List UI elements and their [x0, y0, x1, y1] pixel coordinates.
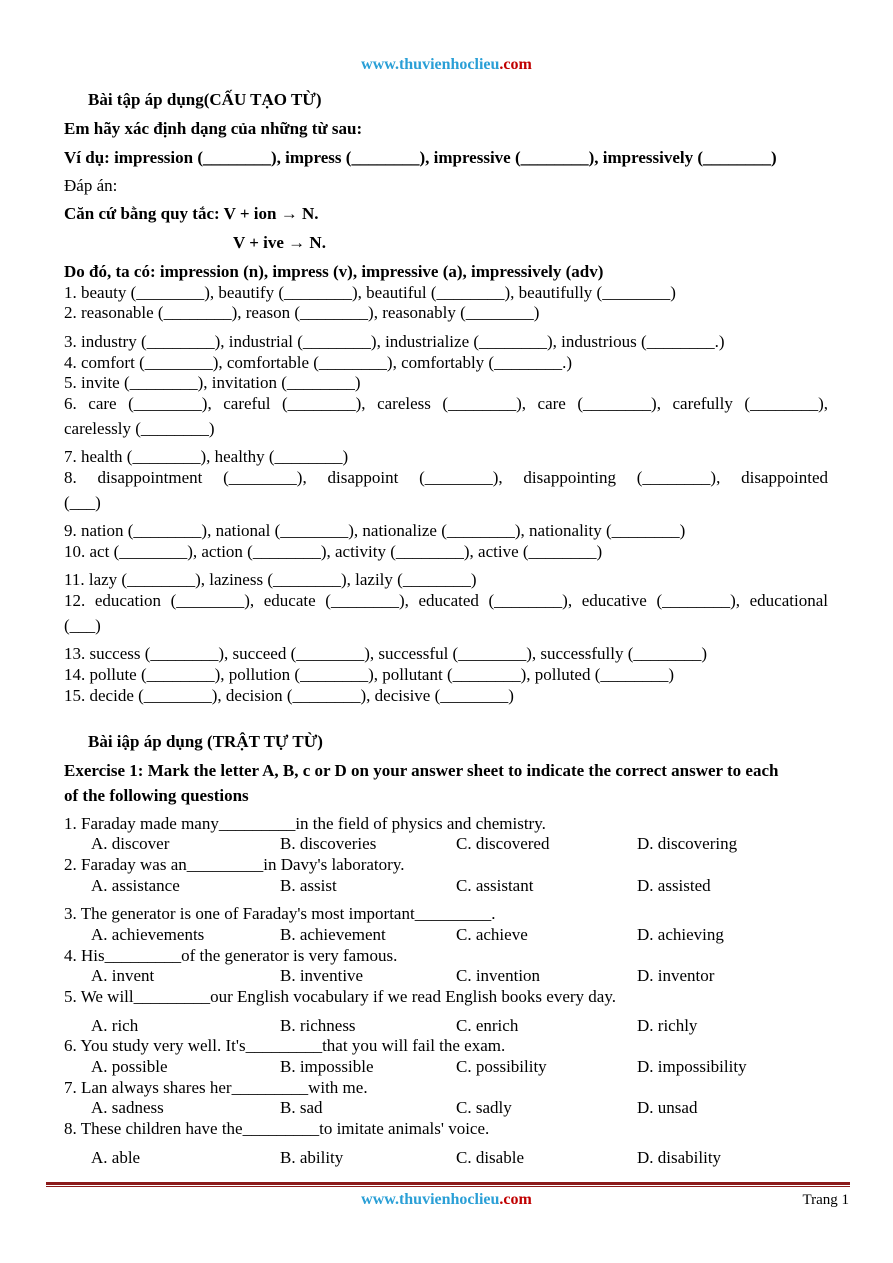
section1-conclusion: Do đó, ta có: impression (n), impress (v), impressive (a), impressively (adv): [64, 262, 604, 281]
answer-option-c[interactable]: C. achieve: [456, 925, 528, 944]
word-form-item: 8. disappointment (________), disappoint (________), disappointing (________), disappointed: [64, 468, 828, 487]
answer-option-b[interactable]: B. inventive: [280, 966, 364, 985]
page-number: Trang 1: [802, 1192, 849, 1208]
word-form-item: 3. industry (________), industrial (________), industrialize (________), industrious (________.): [64, 332, 725, 351]
question-text: 7. Lan always shares her_________with me.: [64, 1078, 368, 1097]
question-text: 6. You study very well. It's_________that you will fail the exam.: [64, 1036, 506, 1055]
question-text: 2. Faraday was an_________in Davy's laboratory.: [64, 855, 405, 874]
word-form-item: 15. decide (________), decision (________), decisive (________): [64, 686, 514, 705]
word-form-item: 13. success (________), succeed (________), successful (________), successfully (________): [64, 644, 708, 663]
word-form-item: 12. education (________), educate (________), educated (________), educative (________), educational: [64, 591, 828, 610]
question-text: 1. Faraday made many_________in the field of physics and chemistry.: [64, 814, 546, 833]
answer-option-c[interactable]: C. sadly: [456, 1098, 512, 1117]
section1-rule-2: V + ive → N.: [233, 233, 326, 252]
word-form-item: 5. invite (________), invitation (________): [64, 373, 361, 392]
word-form-item: 4. comfort (________), comfortable (________), comfortably (________.): [64, 353, 572, 372]
word-form-item: 2. reasonable (________), reason (________), reasonably (________): [64, 303, 540, 322]
footer-link-domain: www.thuvienhoclieu: [361, 1191, 500, 1208]
answer-option-a[interactable]: A. possible: [91, 1057, 168, 1076]
answer-option-c[interactable]: C. disable: [456, 1148, 524, 1167]
answer-option-a[interactable]: A. achievements: [91, 925, 205, 944]
question-text: 8. These children have the_________to imitate animals' voice.: [64, 1119, 490, 1138]
footer-divider: [46, 1182, 850, 1185]
answer-option-b[interactable]: B. impossible: [280, 1057, 374, 1076]
word-form-item: 10. act (________), action (________), activity (________), active (________): [64, 542, 603, 561]
answer-option-b[interactable]: B. ability: [280, 1148, 344, 1167]
answer-option-d[interactable]: D. discovering: [637, 834, 738, 853]
header-link-tld: .com: [499, 56, 532, 73]
answer-option-c[interactable]: C. assistant: [456, 876, 534, 895]
answer-option-a[interactable]: A. rich: [91, 1016, 139, 1035]
word-form-item: 14. pollute (________), pollution (________), pollutant (________), polluted (________): [64, 665, 675, 684]
answer-option-d[interactable]: D. assisted: [637, 876, 711, 895]
answer-option-b[interactable]: B. achievement: [280, 925, 386, 944]
section1-rule-1: Căn cứ bằng quy tắc: V + ion → N.: [64, 204, 319, 223]
word-form-item: 9. nation (________), national (________), nationalize (________), nationality (________): [64, 521, 686, 540]
section1-title: Bài tập áp dụng(CẤU TẠO TỪ): [88, 90, 322, 109]
footer-link-tld: .com: [499, 1191, 532, 1208]
answer-option-c[interactable]: C. enrich: [456, 1016, 519, 1035]
header-link-domain: www.thuvienhoclieu: [361, 56, 500, 73]
section2-title: Bài iập áp dụng (TRẬT TỰ TỪ): [88, 732, 323, 751]
word-form-item: 6. care (________), careful (________), careless (________), care (________), carefully (________),: [64, 394, 828, 413]
answer-option-c[interactable]: C. possibility: [456, 1057, 547, 1076]
answer-option-d[interactable]: D. inventor: [637, 966, 715, 985]
word-form-item: 11. lazy (________), laziness (________), lazily (________): [64, 570, 477, 589]
footer-divider-thin: [46, 1186, 850, 1187]
word-form-item: 7. health (________), healthy (________): [64, 447, 349, 466]
answer-option-a[interactable]: A. sadness: [91, 1098, 164, 1117]
section1-instruction: Em hãy xác định dạng của những từ sau:: [64, 119, 363, 138]
header-website-link[interactable]: [0, 56, 893, 74]
exercise-instruction-line-1: Exercise 1: Mark the letter A, B, c or D on your answer sheet to indicate the correct answer to each: [64, 761, 779, 780]
answer-option-d[interactable]: D. impossibility: [637, 1057, 747, 1076]
word-form-item-continued: carelessly (________): [64, 419, 215, 438]
answer-option-d[interactable]: D. richly: [637, 1016, 698, 1035]
section1-example: Ví dụ: impression (________), impress (________), impressive (________), impressively (________): [64, 148, 777, 167]
question-text: 5. We will_________our English vocabulary if we read English books every day.: [64, 987, 616, 1006]
answer-option-a[interactable]: A. able: [91, 1148, 141, 1167]
question-text: 3. The generator is one of Faraday's most important_________.: [64, 904, 496, 923]
answer-option-d[interactable]: D. unsad: [637, 1098, 698, 1117]
answer-option-d[interactable]: D. achieving: [637, 925, 724, 944]
answer-option-b[interactable]: B. discoveries: [280, 834, 377, 853]
word-form-item-continued: (___): [64, 493, 101, 512]
answer-option-c[interactable]: C. invention: [456, 966, 541, 985]
word-form-item: 1. beauty (________), beautify (________), beautiful (________), beautifully (________): [64, 283, 676, 302]
answer-option-b[interactable]: B. assist: [280, 876, 337, 895]
footer-website-link[interactable]: [0, 1191, 893, 1209]
answer-option-a[interactable]: A. discover: [91, 834, 170, 853]
word-form-item-continued: (___): [64, 616, 101, 635]
answer-option-d[interactable]: D. disability: [637, 1148, 722, 1167]
answer-option-b[interactable]: B. sad: [280, 1098, 323, 1117]
question-text: 4. His_________of the generator is very famous.: [64, 946, 398, 965]
answer-option-a[interactable]: A. invent: [91, 966, 155, 985]
section1-answer-label: Đáp án:: [64, 176, 118, 195]
answer-option-b[interactable]: B. richness: [280, 1016, 356, 1035]
answer-option-a[interactable]: A. assistance: [91, 876, 180, 895]
exercise-instruction-line-2: of the following questions: [64, 786, 249, 805]
answer-option-c[interactable]: C. discovered: [456, 834, 550, 853]
